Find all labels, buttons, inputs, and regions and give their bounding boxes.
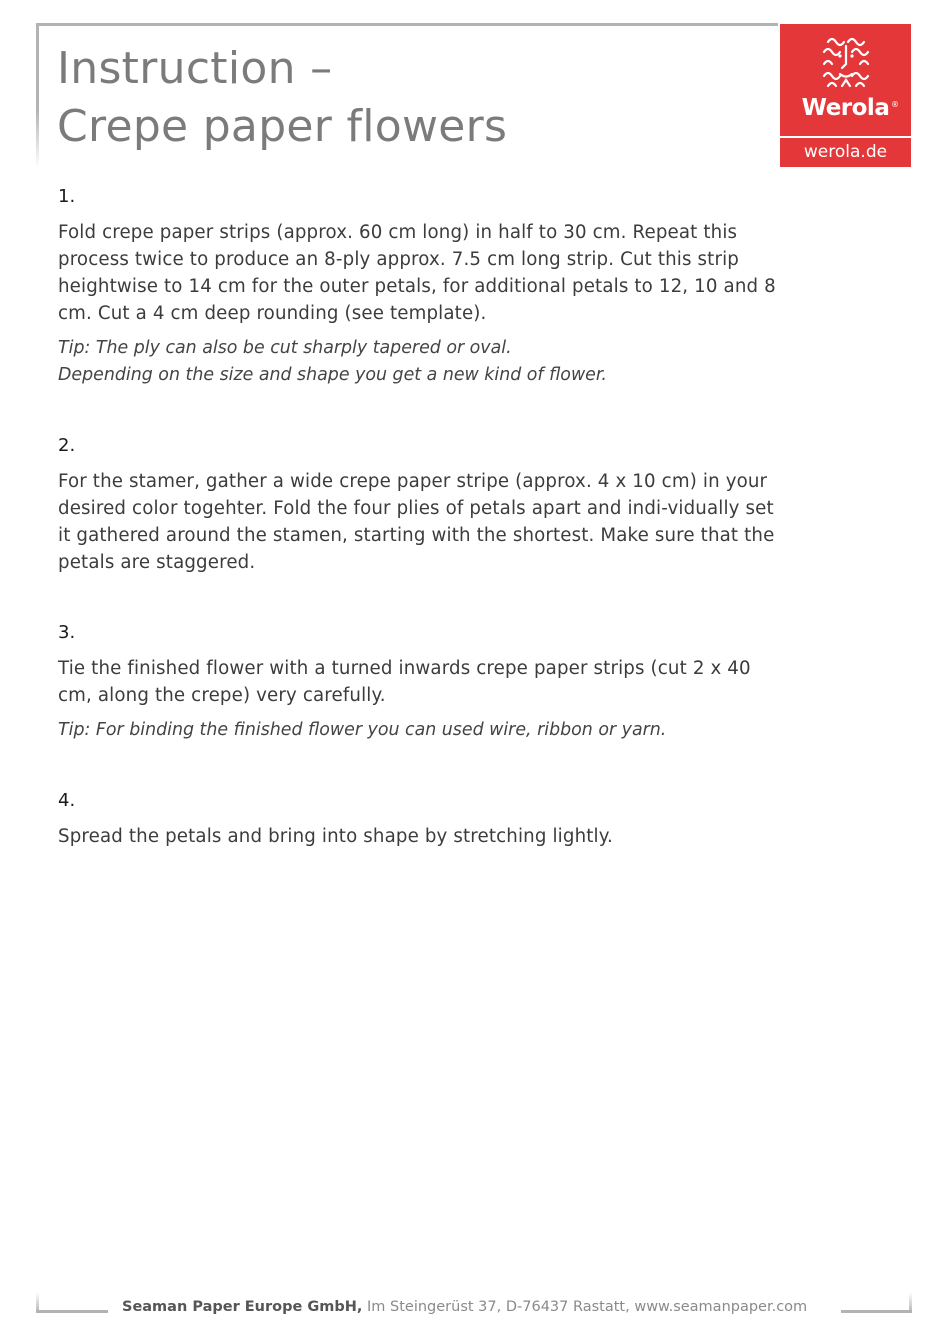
step-number: 4. (58, 790, 76, 811)
instructions (58, 183, 778, 850)
page-title-line-1: Instruction – (57, 43, 333, 94)
werola-logo (780, 24, 911, 167)
step-tip (58, 717, 778, 744)
footer-frame-left-line (36, 1310, 108, 1313)
page-title (57, 40, 507, 156)
page-title-line-2: Crepe paper flowers (57, 101, 508, 152)
header-frame-top (36, 23, 778, 26)
step-tip (58, 335, 778, 389)
step-number: 3. (58, 622, 76, 643)
footer (122, 1297, 832, 1317)
step-number: 2. (58, 435, 76, 456)
logo-brand-name: Werola (801, 95, 890, 121)
footer-frame-right-line (841, 1310, 912, 1313)
logo-url[interactable]: werola.de (780, 138, 911, 167)
step-2 (58, 432, 778, 576)
werola-face-icon (816, 32, 876, 94)
step-text: For the stamer, gather a wide crepe paper stripe (approx. 4 x 10 cm) in your desired color togehter. Fold the four plies of petals apart and indi-vidually set it gathered around the stamen, starting with the shortest. Make sure that the petals are staggered. (58, 471, 775, 573)
step-number: 1. (58, 186, 76, 207)
step-text: Spread the petals and bring into shape by stretching lightly. (58, 826, 613, 847)
logo-registered-mark: ® (891, 100, 899, 109)
logo-badge (780, 24, 911, 136)
step-1 (58, 183, 778, 389)
step-tip-line-2: Depending on the size and shape you get a new kind of flower. (58, 365, 607, 385)
footer-frame-right-tick (909, 1292, 912, 1313)
footer-company: Seaman Paper Europe GmbH, (122, 1299, 363, 1315)
step-tip-line-1: Tip: The ply can also be cut sharply tapered or oval. (58, 338, 512, 358)
footer-address: Im Steingerüst 37, D-76437 Rastatt, www.seamanpaper.com (367, 1299, 808, 1315)
step-tip-line-1: Tip: For binding the finished flower you can used wire, ribbon or yarn. (58, 720, 667, 740)
step-text: Tie the finished flower with a turned inwards crepe paper strips (cut 2 x 40 cm, along the crepe) very carefully. (58, 658, 751, 706)
step-text: Fold crepe paper strips (approx. 60 cm long) in half to 30 cm. Repeat this process twice to produce an 8-ply approx. 7.5 cm long strip. Cut this strip heightwise to 14 cm for the outer petals, for additional petals to 12, 10 and 8 cm. Cut a 4 cm deep rounding (see template). (58, 222, 776, 324)
header-frame-left (36, 23, 39, 168)
step-4 (58, 787, 778, 850)
step-3 (58, 619, 778, 744)
